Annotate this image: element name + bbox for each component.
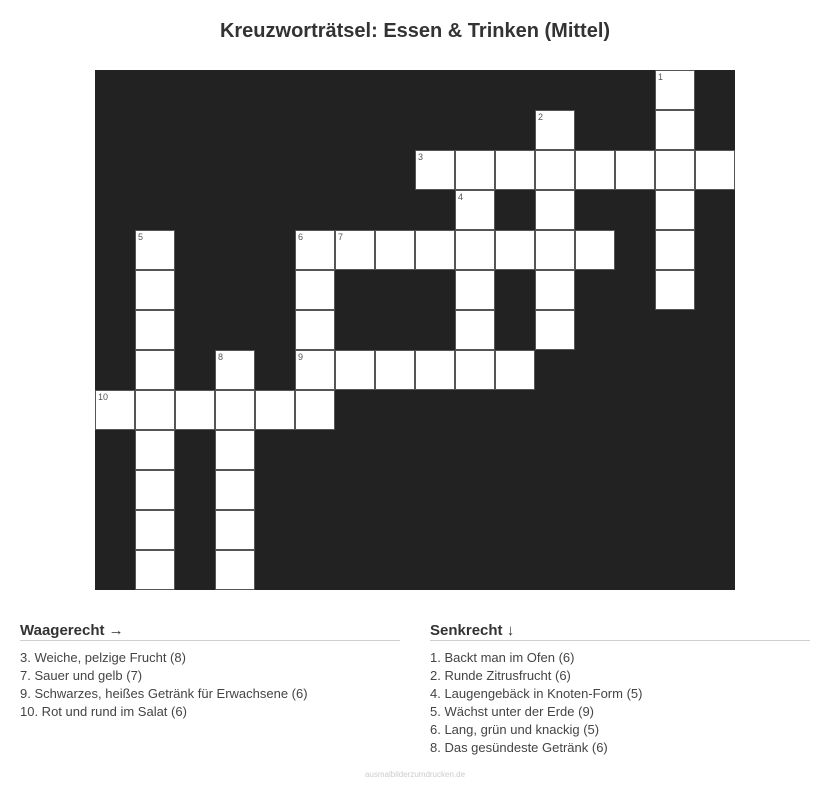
crossword-cell[interactable] [455, 230, 495, 270]
across-clue: 7. Sauer und gelb (7) [20, 668, 143, 683]
crossword-cell[interactable] [455, 350, 495, 390]
crossword-cell[interactable] [135, 230, 175, 270]
clue-number: 9 [298, 352, 304, 362]
crossword-cell[interactable] [135, 390, 175, 430]
page-title: Kreuzworträtsel: Essen & Trinken (Mittel) [219, 20, 611, 42]
crossword-cell[interactable] [135, 470, 175, 510]
down-clue: 8. Das gesündeste Getränk (6) [430, 740, 608, 755]
crossword-cell[interactable] [415, 230, 455, 270]
crossword-cell[interactable] [295, 230, 335, 270]
clue-number: 5 [138, 232, 144, 242]
clue-number: 1 [658, 72, 664, 82]
crossword-cell[interactable] [415, 150, 455, 190]
crossword-cell[interactable] [495, 230, 535, 270]
crossword-grid [95, 70, 735, 590]
across-clues-section [20, 622, 400, 721]
crossword-cell[interactable] [535, 150, 575, 190]
crossword-cell[interactable] [95, 390, 135, 430]
crossword-cell[interactable] [295, 350, 335, 390]
clue-number: 8 [218, 352, 224, 362]
crossword-cell[interactable] [455, 270, 495, 310]
crossword-cell[interactable] [535, 270, 575, 310]
crossword-cell[interactable] [295, 390, 335, 430]
crossword-cell[interactable] [455, 190, 495, 230]
crossword-cell[interactable] [295, 270, 335, 310]
crossword-cell[interactable] [135, 350, 175, 390]
crossword-cell[interactable] [135, 270, 175, 310]
crossword-cell[interactable] [655, 70, 695, 110]
down-clue: 2. Runde Zitrusfrucht (6) [430, 668, 571, 683]
across-clue-list [20, 649, 400, 721]
crossword-cell[interactable] [535, 110, 575, 150]
crossword-cell[interactable] [175, 390, 215, 430]
crossword-cell[interactable] [215, 430, 255, 470]
crossword-cell[interactable] [455, 310, 495, 350]
crossword-cell[interactable] [575, 230, 615, 270]
crossword-cell[interactable] [135, 550, 175, 590]
crossword-cell[interactable] [215, 510, 255, 550]
crossword-cell[interactable] [655, 110, 695, 150]
down-clue: 6. Lang, grün und knackig (5) [430, 722, 600, 737]
crossword-cell[interactable] [135, 510, 175, 550]
clue-number: 2 [538, 112, 544, 122]
across-clue: 3. Weiche, pelzige Frucht (8) [20, 650, 186, 665]
crossword-cell[interactable] [655, 150, 695, 190]
across-clue: 10. Rot und rund im Salat (6) [20, 704, 187, 719]
crossword-cell[interactable] [655, 270, 695, 310]
crossword-cell[interactable] [135, 310, 175, 350]
crossword-cell[interactable] [215, 350, 255, 390]
clue-number: 6 [298, 232, 304, 242]
crossword-cell[interactable] [375, 350, 415, 390]
crossword-cell[interactable] [535, 230, 575, 270]
clue-number: 7 [338, 232, 344, 242]
crossword-cell[interactable] [295, 310, 335, 350]
down-clue: 5. Wächst unter der Erde (9) [430, 704, 595, 719]
clue-number: 4 [458, 192, 464, 202]
crossword-cell[interactable] [495, 150, 535, 190]
crossword-cell[interactable] [215, 470, 255, 510]
down-clue: 4. Laugengebäck in Knoten-Form (5) [430, 686, 643, 701]
crossword-cell[interactable] [455, 150, 495, 190]
crossword-cell[interactable] [215, 390, 255, 430]
crossword-cell[interactable] [535, 310, 575, 350]
crossword-cell[interactable] [335, 230, 375, 270]
crossword-cell[interactable] [575, 150, 615, 190]
down-heading: Senkrecht ↓ [430, 622, 810, 641]
down-clue: 1. Backt man im Ofen (6) [430, 650, 575, 665]
clue-number: 3 [418, 152, 424, 162]
crossword-cell[interactable] [495, 350, 535, 390]
crossword-cell[interactable] [535, 190, 575, 230]
crossword-cell[interactable] [335, 350, 375, 390]
across-heading: Waagerecht → [20, 622, 400, 641]
footer-credit: ausmalbilderzumdrucken.de [364, 770, 466, 779]
crossword-cell[interactable] [415, 350, 455, 390]
crossword-cell[interactable] [655, 190, 695, 230]
clue-number: 10 [98, 392, 109, 402]
crossword-cell[interactable] [695, 150, 735, 190]
crossword-cell[interactable] [655, 230, 695, 270]
crossword-cell[interactable] [255, 390, 295, 430]
down-clues-section [430, 622, 810, 757]
down-clue-list [430, 649, 810, 757]
crossword-cell[interactable] [375, 230, 415, 270]
crossword-cell[interactable] [135, 430, 175, 470]
crossword-cell[interactable] [215, 550, 255, 590]
across-clue: 9. Schwarzes, heißes Getränk für Erwachsene (6) [20, 686, 308, 701]
crossword-cell[interactable] [615, 150, 655, 190]
